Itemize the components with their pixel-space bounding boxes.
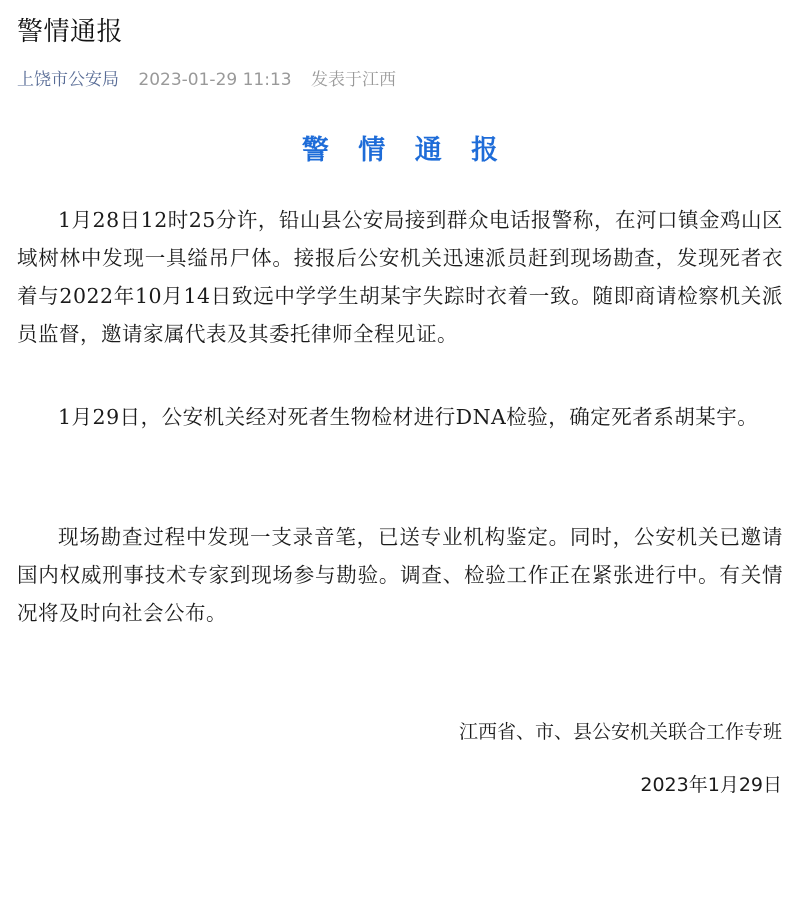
notice-heading: 警 情 通 报	[301, 135, 509, 166]
issuer-signature: 江西省、市、县公安机关联合工作专班	[458, 721, 782, 743]
publish-location: 发表于江西	[311, 70, 397, 90]
article-meta	[17, 67, 396, 93]
notice-paragraph-3: 现场勘查过程中发现一支录音笔，已送专业机构鉴定。同时，公安机关已邀请国内权威刑事技术专家到现场参与勘验。调查、检验工作正在紧张进行中。有关情况将及时向社会公布。	[17, 525, 783, 625]
notice-paragraph-2: 1月29日，公安机关经对死者生物检材进行DNA检验，确定死者系胡某宇。	[58, 405, 759, 429]
article-title: 警情通报	[17, 17, 124, 47]
notice-paragraph-1: 1月28日12时25分许，铅山县公安局接到群众电话报警称，在河口镇金鸡山区域树林中发现一具缢吊尸体。接报后公安机关迅速派员赶到现场勘查，发现死者衣着与2022年10月14日致远中学学生胡某宇失踪时衣着一致。随即商请检察机关派员监督，邀请家属代表及其委托律师全程见证。	[17, 208, 783, 346]
publish-time: 2023-01-29 11:13	[138, 70, 292, 90]
issue-date: 2023年1月29日	[640, 774, 782, 796]
account-name-link[interactable]: 上饶市公安局	[17, 70, 119, 90]
